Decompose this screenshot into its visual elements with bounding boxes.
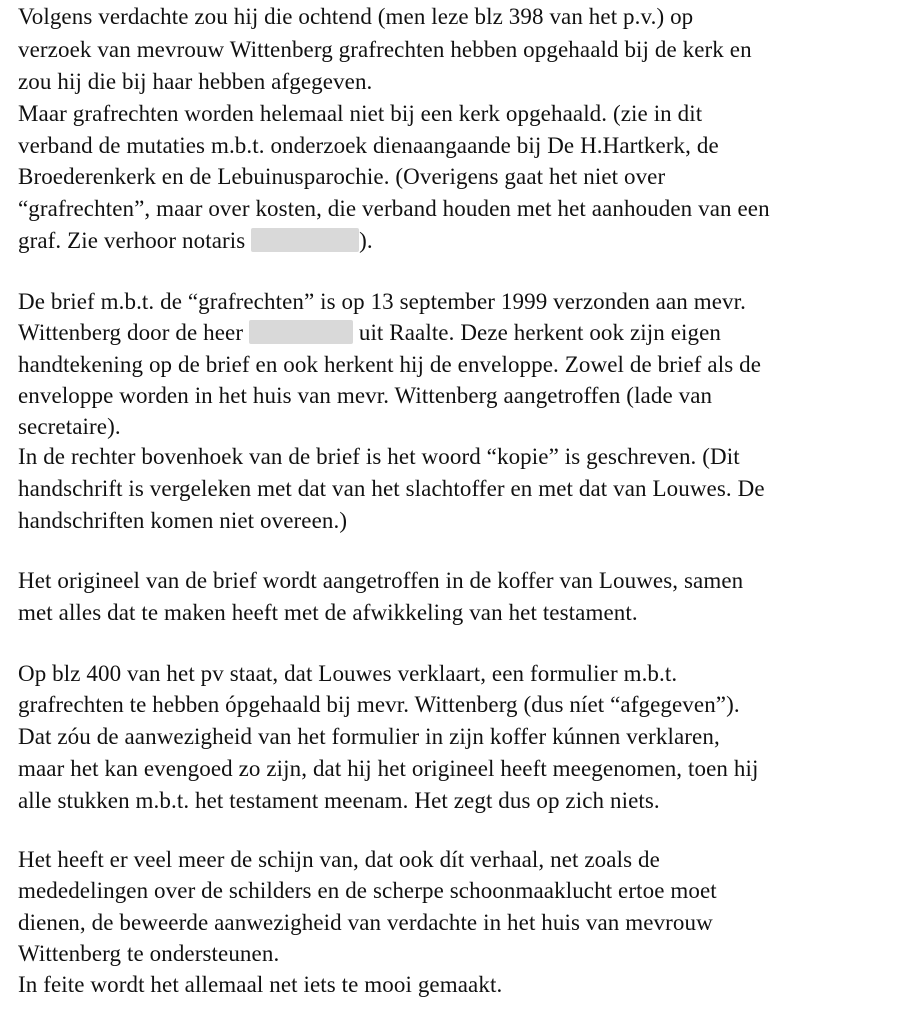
text-line: Broederenkerk en de Lebuinusparochie. (Overigens gaat het niet over (18, 164, 666, 189)
text-line: secretaire). (18, 414, 121, 439)
text-segment: uit Raalte. Deze herkent ook zijn eigen (358, 320, 722, 345)
text-line: met alles dat te maken heeft met de afwikkeling van het testament. (18, 600, 638, 625)
text-line: Het heeft er veel meer de schijn van, dat ook dít verhaal, net zoals de (18, 847, 660, 872)
text-line: maar het kan evengoed zo zijn, dat hij het origineel heeft meegenomen, toen hij (18, 756, 759, 781)
text-line: verband de mutaties m.b.t. onderzoek dienaangaande bij De H.Hartkerk, de (18, 133, 719, 158)
text-line: handtekening op de brief en ook herkent hij de enveloppe. Zowel de brief als de (18, 352, 762, 377)
text-line: alle stukken m.b.t. het testament meenam. Het zegt dus op zich niets. (18, 788, 660, 813)
text-line: Wittenberg te ondersteunen. (18, 941, 280, 966)
text-line: verzoek van mevrouw Wittenberg grafrechten hebben opgehaald bij de kerk en (18, 37, 752, 62)
text-line: handschriften komen niet overeen.) (18, 508, 348, 533)
text-segment: ). (359, 228, 373, 253)
text-line: enveloppe worden in het huis van mevr. Wittenberg aangetroffen (lade van (18, 383, 713, 408)
text-line-with-redaction (18, 226, 373, 256)
text-segment: Wittenberg door de heer (18, 320, 244, 345)
text-line: handschrift is vergeleken met dat van het slachtoffer en met dat van Louwes. De (18, 476, 765, 501)
text-line: Op blz 400 van het pv staat, dat Louwes verklaart, een formulier m.b.t. (18, 661, 678, 686)
text-line: Dat zóu de aanwezigheid van het formulier in zijn koffer kúnnen verklaren, (18, 724, 720, 749)
text-line: De brief m.b.t. de “grafrechten” is op 13 september 1999 verzonden aan mevr. (18, 289, 746, 314)
text-line: Het origineel van de brief wordt aangetroffen in de koffer van Louwes, samen (18, 568, 744, 593)
text-line: In de rechter bovenhoek van de brief is het woord “kopie” is geschreven. (Dit (18, 444, 740, 469)
text-segment: graf. Zie verhoor notaris (18, 228, 246, 253)
redaction-block (249, 320, 353, 344)
text-line: “grafrechten”, maar over kosten, die verband houden met het aanhouden van een (18, 196, 770, 221)
text-line: mededelingen over de schilders en de scherpe schoonmaaklucht ertoe moet (18, 878, 717, 903)
redaction-block (251, 228, 359, 252)
text-line: Maar grafrechten worden helemaal niet bij een kerk opgehaald. (zie in dit (18, 101, 703, 126)
text-line: grafrechten te hebben ópgehaald bij mevr. Wittenberg (dus níet “afgegeven”). (18, 692, 740, 717)
text-line-with-redaction (18, 318, 721, 348)
text-line: Volgens verdachte zou hij die ochtend (men leze blz 398 van het p.v.) op (18, 4, 694, 29)
text-line: In feite wordt het allemaal net iets te mooi gemaakt. (18, 972, 503, 997)
text-line: dienen, de beweerde aanwezigheid van verdachte in het huis van mevrouw (18, 910, 713, 935)
text-line: zou hij die bij haar hebben afgegeven. (18, 69, 373, 94)
